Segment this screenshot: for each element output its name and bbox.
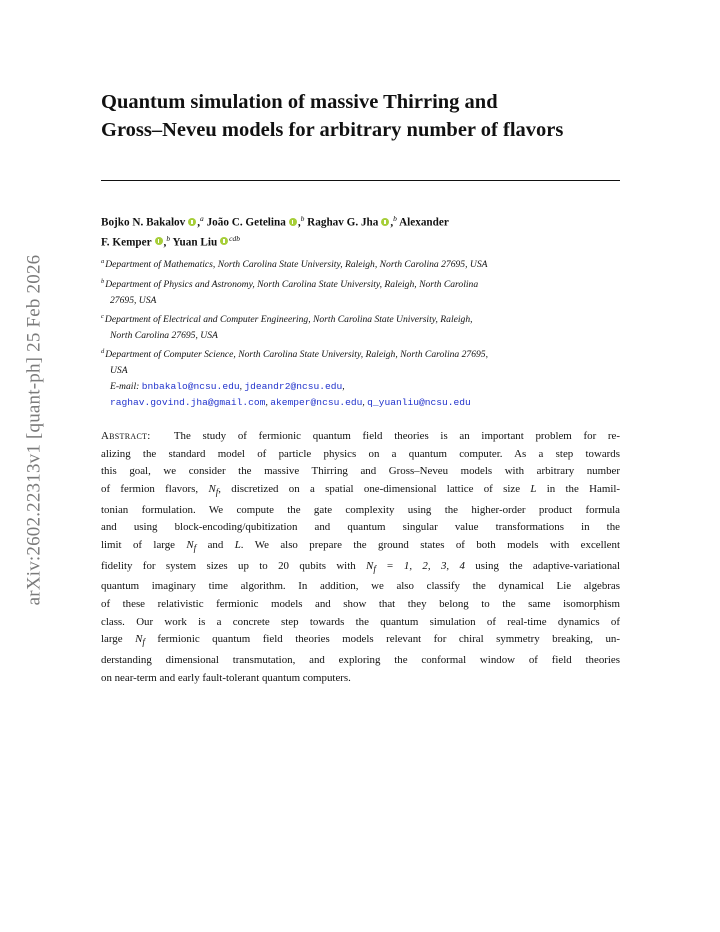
abstract-line: large $N_f$ fermionic quantum field theories models relevant for chiral symmetry breaking, un- (101, 633, 620, 648)
affiliation-mark: b (393, 214, 397, 223)
orcid-icon[interactable] (381, 218, 389, 226)
author-name: Raghav G. Jha (307, 216, 379, 229)
email-link[interactable]: akemper@ncsu.edu (270, 397, 363, 409)
abstract-line: tonian formulation. We compute the gate complexity using the higher-order product formula (101, 503, 620, 516)
abstract-line: class. Our work is a concrete step towards the quantum simulation of real-time dynamics of (101, 615, 620, 628)
email-link[interactable]: bnbakalo@ncsu.edu (141, 381, 240, 393)
arxiv-identifier: arXiv:2602.22313v1 [quant-ph] 25 Feb 2026 (23, 254, 44, 606)
orcid-icon[interactable] (289, 218, 297, 226)
orcid-icon[interactable] (188, 218, 196, 226)
author-list (101, 211, 620, 250)
abstract-label: Abstract: (101, 430, 151, 443)
affiliation-c: $^c$Department of Electrical and Computer Engineering, North Carolina State University, Raleigh, North Carolina 27695, USA (101, 312, 473, 342)
abstract-line: on near-term and early fault-tolerant quantum computers. (101, 671, 351, 684)
author-line-2: F. Kemper ,$^b$ Yuan Liu $^{cdb}$ (101, 233, 241, 249)
affiliation-list (101, 254, 620, 411)
author-line-1: Bojko N. Bakalov ,$^a$ João C. Getelina ,$^b$ Raghav G. Jha ,$^b$ Alexander (101, 214, 449, 229)
title-line-2: Gross–Neveu models for arbitrary number of flavors (101, 119, 564, 141)
affiliation-d: $^d$Department of Computer Science, North Carolina State University, Raleigh, North Carolina 27695, USA (101, 348, 488, 377)
email-link[interactable]: raghav.govind.jha@gmail.com (110, 397, 266, 409)
abstract-line: quantum imaginary time algorithm. In addition, we also classify the dynamical Lie algebras (101, 580, 620, 593)
orcid-icon[interactable] (155, 237, 163, 245)
title-line-1: Quantum simulation of massive Thirring and (101, 91, 498, 113)
author-name: João C. Getelina (206, 216, 286, 229)
abstract-line: fidelity for system sizes up to 20 qubits with $N_f = 1$, 2, 3, 4 using the adaptive-variational (101, 559, 620, 574)
affiliation-b: $^b$Department of Physics and Astronomy, North Carolina State University, Raleigh, North Carolina 27695, USA (101, 277, 479, 306)
email-line-1: E-mail: bnbakalo@ncsu.edu, jdeandr2@ncsu.edu, (110, 381, 345, 393)
affiliation-mark: b (101, 277, 105, 285)
abstract (101, 428, 620, 687)
abstract-line: limit of large $N_f$ and L. We also prepare the ground states of both models with excellent (101, 538, 620, 554)
email-line-2: raghav.govind.jha@gmail.com, akemper@ncsu.edu, q_yuanliu@ncsu.edu (110, 397, 471, 409)
affiliation-mark: c (101, 312, 104, 320)
orcid-icon[interactable] (220, 237, 228, 245)
author-name: Bojko N. Bakalov (101, 216, 186, 229)
abstract-line: of fermion flavors, $N_f$, discretized on a spatial one-dimensional lattice of size L in the Hamil- (101, 483, 620, 498)
affiliation-mark: d (101, 348, 105, 356)
email-link[interactable]: jdeandr2@ncsu.edu (244, 381, 343, 393)
affiliation-mark: b (300, 214, 305, 223)
email-label: E-mail: (110, 381, 140, 393)
abstract-line: and using block-encoding/qubitization and quantum singular value transformations in the (101, 521, 620, 534)
title-rule (101, 180, 620, 181)
arxiv-identifier-stamp (18, 180, 50, 680)
affiliation-mark: b (166, 233, 171, 243)
paper-title (101, 88, 620, 144)
abstract-line: of these relativistic fermionic models and show that they belong to the same isomorphism (101, 598, 620, 611)
affiliation-a: $^a$Department of Mathematics, North Carolina State University, Raleigh, North Carolina 27695, USA (101, 258, 488, 271)
author-name-first: Alexander (399, 216, 449, 229)
abstract-line: this goal, we consider the massive Thirring and Gross–Neveu models with arbitrary number (101, 465, 620, 478)
abstract-line: derstanding dimensional transmutation, and exploring the conformal window of field theories (101, 654, 620, 667)
paper-page (101, 88, 620, 687)
abstract-line: Abstract: The study of fermionic quantum field theories is an important problem for re- (101, 430, 621, 443)
affiliation-mark: a (101, 258, 105, 266)
email-link[interactable]: q_yuanliu@ncsu.edu (367, 397, 471, 409)
author-name-last: F. Kemper (101, 236, 152, 249)
affiliation-mark: a (200, 214, 204, 223)
abstract-line: alizing the standard model of particle physics on a quantum computer. As a step towards (101, 447, 620, 460)
affiliation-mark: cdb (229, 233, 241, 243)
author-name: Yuan Liu (172, 236, 218, 249)
